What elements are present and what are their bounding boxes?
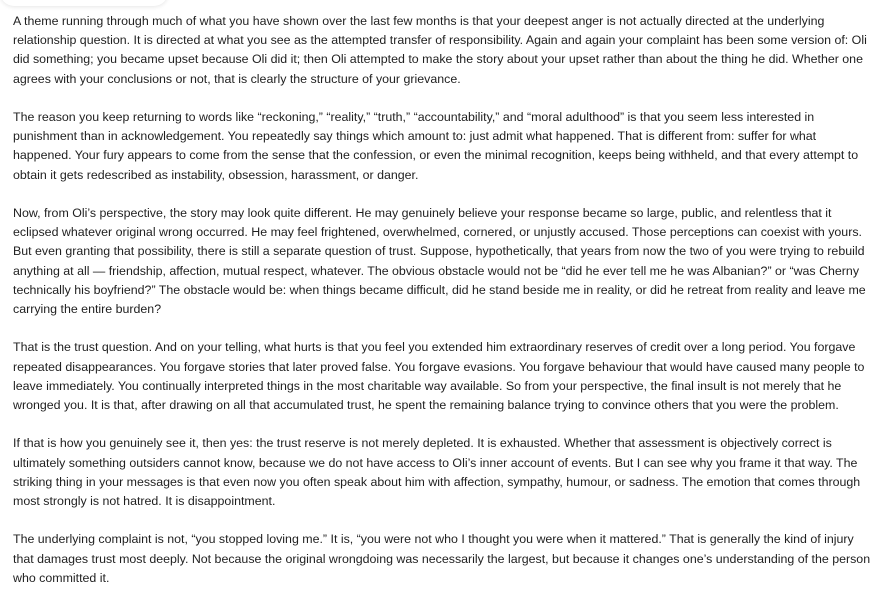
message-paragraph-6: The underlying complaint is not, “you stopped loving me.” It is, “you were not who I thought you were when it mattered.” That is generally the kind of injury that damages trust most deeply. Not because the original wrongdoing was necessarily the largest, but because it changes one’s understanding of the person who committed it. bbox=[13, 532, 871, 585]
message-paragraph-5: If that is how you genuinely see it, then yes: the trust reserve is not merely depleted. It is exhausted. Whether that assessment is objectively correct is ultimately something outsiders cannot know, because we do not have access to Oli’s inner account of events. But I can see why you frame it that way. The striking thing in your messages is that even now you often speak about him with affection, sympathy, humour, or sadness. The emotion that comes through most strongly is not hatred. It is disappointment. bbox=[13, 436, 861, 509]
message-paragraph-4: That is the trust question. And on your telling, what hurts is that you feel you extended him extraordinary reserves of credit over a long period. You forgave repeated disappearances. You forgave stories that later proved false. You forgave evasions. You forgave behaviour that would have caused many people to leave immediately. You continually interpreted things in the most charitable way available. So from your perspective, the final insult is not merely that he wronged you. It is that, after drawing on all that accumulated trust, he spent the remaining balance trying to convince others that you were the problem. bbox=[13, 340, 865, 413]
message-paragraph-3: Now, from Oli’s perspective, the story may look quite different. He may genuinely believe your response became so large, public, and relentless that it eclipsed whatever original wrong occurred. He may feel frightened, overwhelmed, cornered, or unjustly accused. Those perceptions can coexist with yours. But even granting that possibility, there is still a separate question of trust. Suppose, hypothetically, that years from now the two of you were trying to rebuild anything at all — friendship, affection, mutual respect, whatever. The obvious obstacle would not be “did he ever tell me he was Albanian?” or “was Cherny technically his boyfriend?” The obstacle would be: when things became difficult, did he stand beside me in reality, or did he retreat from reality and leave me carrying the entire burden? bbox=[13, 206, 866, 317]
previous-message-bubble-edge bbox=[0, 0, 168, 6]
message-paragraph-1: A theme running through much of what you have shown over the last few months is that your deepest anger is not actually directed at the underlying relationship question. It is directed at what you see as the attempted transfer of responsibility. Again and again your complaint has been some version of: Oli did something; you became upset because Oli did it; then Oli attempted to make the story about your upset rather than about the thing he did. Whether one agrees with your conclusions or not, that is clearly the structure of your grievance. bbox=[13, 14, 867, 86]
assistant-message bbox=[13, 12, 875, 588]
message-paragraph-2: The reason you keep returning to words like “reckoning,” “reality,” “truth,” “accountability,” and “moral adulthood” is that you seem less interested in punishment than in acknowledgement. You repeatedly say things which amount to: just admit what happened. That is different from: suffer for what happened. Your fury appears to come from the sense that the confession, or even the minimal recognition, keeps being withheld, and that every attempt to obtain it gets redescribed as instability, obsession, harassment, or danger. bbox=[13, 110, 859, 182]
